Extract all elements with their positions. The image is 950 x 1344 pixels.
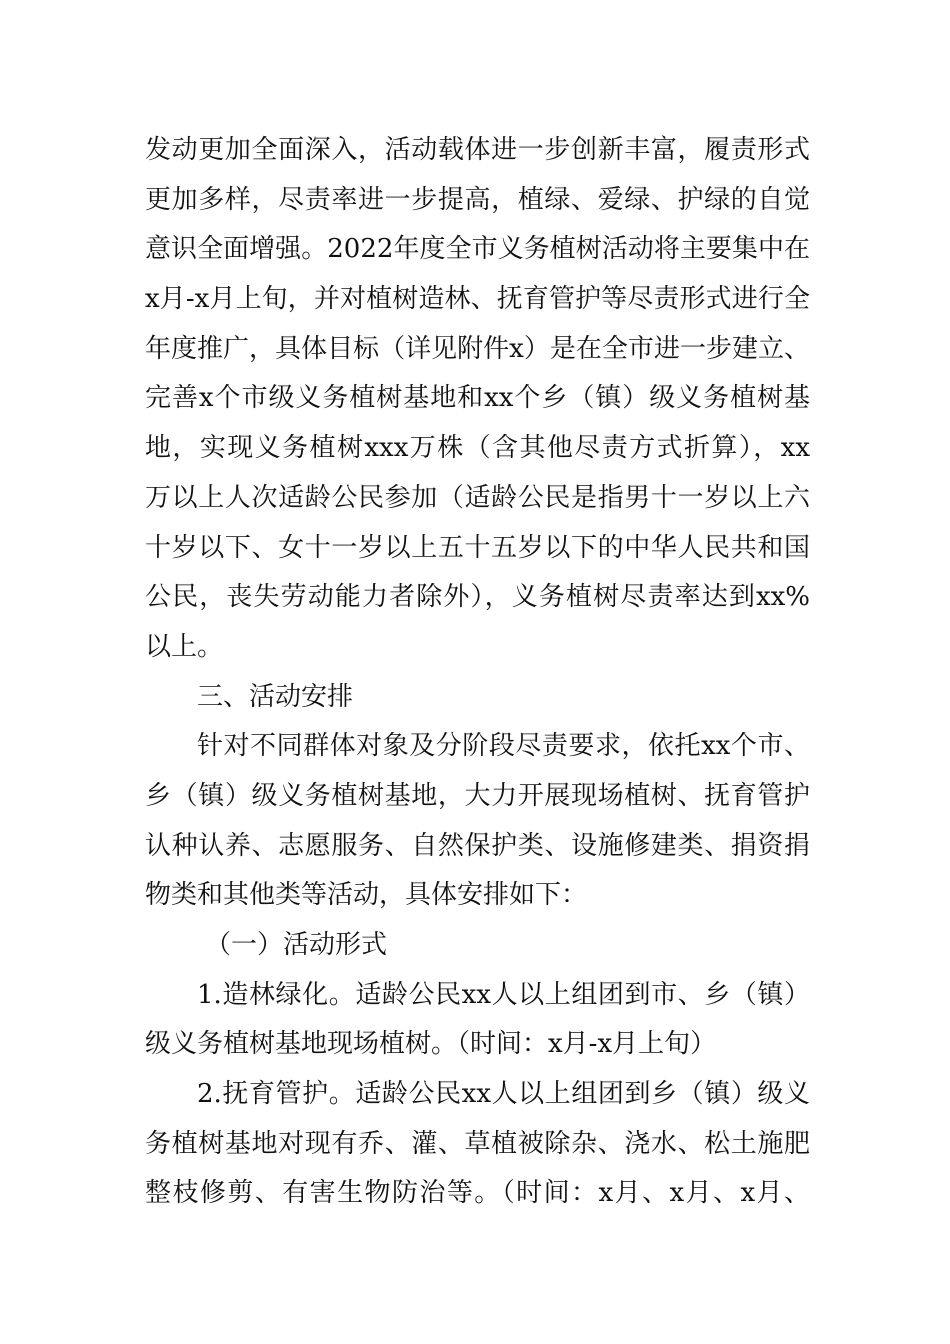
- paragraph-line: 整枝修剪、有害生物防治等。（时间：x月、x月、x月、: [145, 1178, 810, 1209]
- paragraph-line: 级义务植树基地现场植树。（时间：x月-x月上旬）: [145, 1029, 717, 1060]
- paragraph-line: 物类和其他类等活动，具体安排如下：: [145, 880, 588, 911]
- paragraph-line: 针对不同群体对象及分阶段尽责要求，依托xx个市、: [197, 731, 810, 762]
- paragraph-line: 十岁以下、女十一岁以上五十五岁以下的中华人民共和国: [145, 532, 810, 563]
- paragraph-line: 万以上人次适龄公民参加（适龄公民是指男十一岁以上六: [145, 482, 810, 513]
- paragraph-line: 务植树基地对现有乔、灌、草植被除杂、浇水、松土施肥: [145, 1128, 810, 1159]
- paragraph-line: 2.抚育管护。适龄公民xx人以上组团到乡（镇）级义: [197, 1079, 810, 1110]
- paragraph-line: x月-x月上旬，并对植树造林、抚育管护等尽责形式进行全: [145, 284, 810, 315]
- paragraph-line: 发动更加全面深入，活动载体进一步创新丰富，履责形式: [145, 135, 810, 165]
- paragraph-line: 地，实现义务植树xxx万株（含其他尽责方式折算），xx: [145, 433, 810, 464]
- paragraph-line: 认种认养、志愿服务、自然保护类、设施修建类、捐资捐: [145, 830, 810, 861]
- paragraph-line: 公民，丧失劳动能力者除外），义务植树尽责率达到xx%: [145, 582, 810, 613]
- paragraph-line: 1.造林绿化。适龄公民xx人以上组团到市、乡（镇）: [197, 979, 810, 1010]
- document-body: [145, 126, 810, 1219]
- subsection-heading: （一）活动形式: [205, 930, 388, 960]
- paragraph-line: 完善x个市级义务植树基地和xx个乡（镇）级义务植树基: [145, 383, 810, 414]
- paragraph-line: 以上。: [145, 631, 224, 662]
- paragraph-line: 更加多样，尽责率进一步提高，植绿、爱绿、护绿的自觉: [145, 184, 810, 215]
- section-heading: 三、活动安排: [197, 681, 354, 712]
- paragraph-line: 意识全面增强。2022年度全市义务植树活动将主要集中在: [145, 234, 810, 265]
- paragraph-line: 年度推广，具体目标（详见附件x）是在全市进一步建立、: [145, 333, 810, 364]
- paragraph-line: 乡（镇）级义务植树基地，大力开展现场植树、抚育管护: [145, 780, 810, 811]
